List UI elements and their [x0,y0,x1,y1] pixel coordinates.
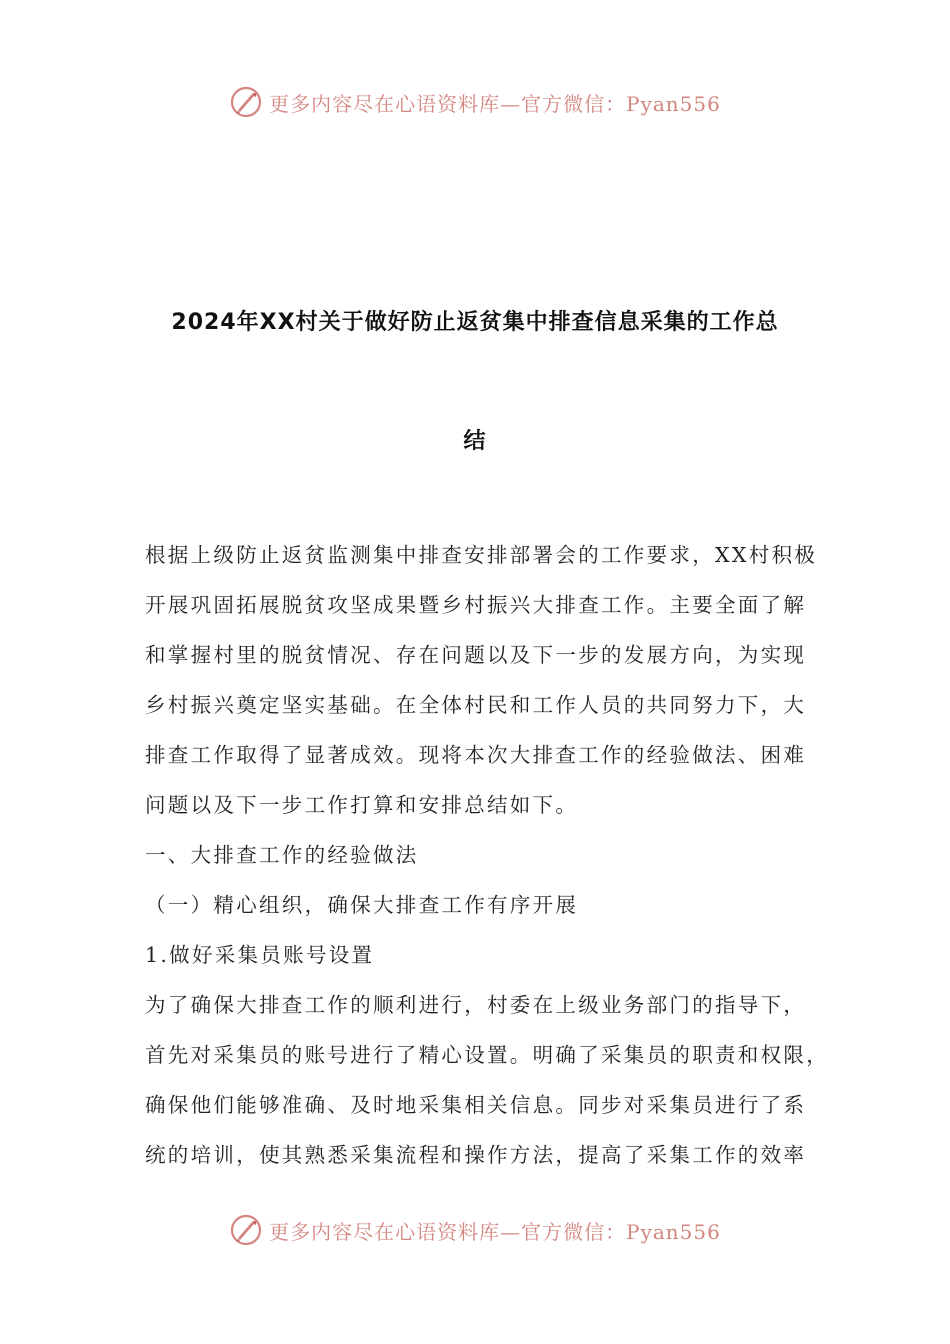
document-body [145,530,829,1180]
item-heading: 1.做好采集员账号设置 [145,943,375,967]
document-title-line-1: 2024年XX村关于做好防止返贫集中排查信息采集的工作总 [171,310,779,335]
body-line: 统的培训，使其熟悉采集流程和操作方法，提高了采集工作的效率 [145,1143,807,1167]
quill-logo-icon [229,85,263,119]
watermark-header [0,84,950,120]
body-line: 首先对采集员的账号进行了精心设置。明确了采集员的职责和权限， [145,1043,829,1067]
body-line: 问题以及下一步工作打算和安排总结如下。 [145,793,579,817]
body-line: 乡村振兴奠定坚实基础。在全体村民和工作人员的共同努力下，大 [145,693,807,717]
quill-logo-icon [229,1213,263,1247]
watermark-text: 更多内容尽在心语资料库—官方微信：Pyan556 [269,91,721,116]
subsection-heading: （一）精心组织，确保大排查工作有序开展 [145,893,579,917]
watermark-text: 更多内容尽在心语资料库—官方微信：Pyan556 [269,1219,721,1244]
body-line: 排查工作取得了显著成效。现将本次大排查工作的经验做法、困难 [145,743,807,767]
body-line: 为了确保大排查工作的顺利进行，村委在上级业务部门的指导下， [145,993,807,1017]
document-title-line-2: 结 [463,429,487,454]
watermark-footer [0,1212,950,1248]
body-line: 确保他们能够准确、及时地采集相关信息。同步对采集员进行了系 [145,1093,807,1117]
section-heading: 一、大排查工作的经验做法 [145,843,419,867]
body-line: 根据上级防止返贫监测集中排查安排部署会的工作要求，XX村积极 [145,543,818,567]
body-line: 开展巩固拓展脱贫攻坚成果暨乡村振兴大排查工作。主要全面了解 [145,593,807,617]
body-line: 和掌握村里的脱贫情况、存在问题以及下一步的发展方向，为实现 [145,643,807,667]
